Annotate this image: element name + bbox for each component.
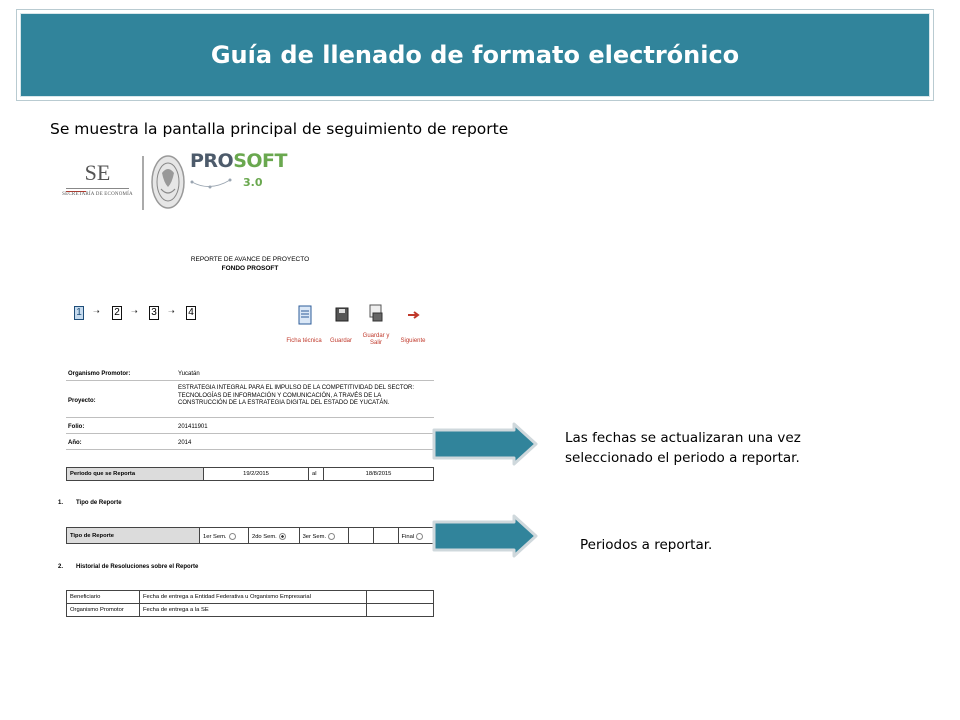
se-logo-rule (66, 188, 129, 189)
note-fechas-line2: seleccionado el periodo a reportar. (565, 450, 800, 466)
callout-arrow-icon (430, 422, 540, 466)
empty-cell (348, 528, 373, 544)
periodo-connector: al (309, 468, 324, 481)
form-title-line2: FONDO PROSOFT (221, 265, 279, 272)
document-icon[interactable] (297, 305, 313, 325)
radio-icon[interactable] (229, 533, 236, 540)
historial-row1-col3 (367, 591, 434, 604)
section-2-title: Historial de Resoluciones sobre el Reporte (76, 564, 199, 570)
organismo-value: Yucatán (178, 371, 200, 377)
note-fechas-line1: Las fechas se actualizaran una vez (565, 430, 801, 446)
step-2[interactable]: 2 (112, 306, 122, 320)
table-row (67, 591, 434, 604)
folio-label: Folio: (68, 424, 85, 430)
tipo-option-2[interactable] (248, 528, 299, 544)
periodo-to[interactable]: 18/8/2015 (324, 468, 434, 481)
tipo-option-1-label: 1er Sem. (203, 534, 227, 541)
step-3[interactable]: 3 (149, 306, 159, 320)
historial-row2-col3 (367, 604, 434, 617)
divider (66, 417, 434, 418)
step-4[interactable]: 4 (186, 306, 196, 320)
organismo-label: Organismo Promotor: (68, 371, 131, 377)
callout-arrow-icon (430, 514, 540, 558)
tipo-option-2-label: 2do Sem. (251, 534, 277, 541)
periodo-from[interactable]: 19/2/2015 (204, 468, 309, 481)
step-1[interactable]: 1 (74, 306, 84, 320)
proyecto-label: Proyecto: (68, 398, 96, 404)
tipo-reporte-label: Tipo de Reporte (67, 528, 200, 544)
logo-divider (142, 156, 144, 210)
save-exit-icon[interactable] (368, 303, 384, 323)
mexico-seal-icon (150, 153, 186, 211)
step-arrow-icon: ➝ (93, 307, 100, 316)
se-logo (60, 160, 135, 208)
se-logo-mark: SE (84, 160, 111, 185)
title-banner (20, 13, 930, 97)
tipo-option-4-label: Final (401, 534, 415, 541)
tipo-option-3-label: 3er Sem. (302, 534, 327, 541)
siguiente-button[interactable]: Siguiente (400, 338, 426, 344)
prosoft-logo-soft: SOFT (233, 150, 287, 172)
divider (66, 380, 434, 381)
prosoft-logo-pro: PRO (190, 150, 234, 172)
tipo-reporte-table (66, 527, 434, 544)
divider (66, 433, 434, 434)
tipo-option-4[interactable] (398, 528, 433, 544)
anio-value: 2014 (178, 440, 192, 446)
section-1-title: Tipo de Reporte (76, 500, 122, 506)
note-periodos: Periodos a reportar. (580, 537, 713, 553)
empty-cell (373, 528, 398, 544)
tipo-option-3[interactable] (299, 528, 348, 544)
guardar-button[interactable]: Guardar (329, 338, 352, 344)
prosoft-version: 3.0 (243, 176, 263, 189)
page-title: Guía de llenado de formato electrónico (210, 41, 740, 69)
folio-value: 201411901 (178, 424, 208, 430)
guardar-y-salir-button[interactable]: Guardar y Salir (362, 333, 390, 346)
ficha-tecnica-button[interactable]: Ficha técnica (286, 338, 322, 344)
historial-row1-col2: Fecha de entrega a Entidad Federativa u Organismo Empresarial (140, 591, 367, 604)
step-arrow-icon: ➝ (131, 307, 138, 316)
prosoft-logo (190, 150, 287, 172)
subtitle: Se muestra la pantalla principal de seguimiento de reporte (50, 120, 509, 138)
historial-row2-col1: Organismo Promotor (67, 604, 140, 617)
periodo-label: Periodo que se Reporta (67, 468, 204, 481)
radio-selected-icon[interactable] (279, 533, 286, 540)
se-logo-subtitle: SECRETARÍA DE ECONOMÍA (62, 192, 133, 197)
form-title (170, 255, 330, 273)
tipo-option-1[interactable] (200, 528, 249, 544)
historial-row2-col2: Fecha de entrega a la SE (140, 604, 367, 617)
divider (66, 449, 434, 450)
table-row (67, 604, 434, 617)
radio-icon[interactable] (328, 533, 335, 540)
section-1-number: 1. (58, 500, 64, 506)
form-title-line1: REPORTE DE AVANCE DE PROYECTO (190, 256, 310, 263)
historial-table (66, 590, 434, 617)
anio-label: Año: (68, 440, 82, 446)
next-arrow-icon[interactable] (406, 305, 422, 325)
note-fechas (565, 428, 801, 468)
historial-row1-col1: Beneficiario (67, 591, 140, 604)
section-2-number: 2. (58, 564, 64, 570)
radio-icon[interactable] (416, 533, 423, 540)
periodo-table (66, 467, 434, 481)
proyecto-value: ESTRATEGIA INTEGRAL PARA EL IMPULSO DE LA COMPETITIVIDAD DEL SECTOR: TECNOLOGÍAS DE INFORMACIÓN Y COMUNICACIÓN, A TRAVÉS DE LA CONSTRUCCIÓN DE LA ESTRATEGIA DIGITAL DEL ESTADO DE YUCATÁN. (178, 385, 415, 406)
step-arrow-icon: ➝ (168, 307, 175, 316)
save-icon[interactable] (334, 305, 350, 325)
prosoft-network-icon (190, 170, 245, 200)
